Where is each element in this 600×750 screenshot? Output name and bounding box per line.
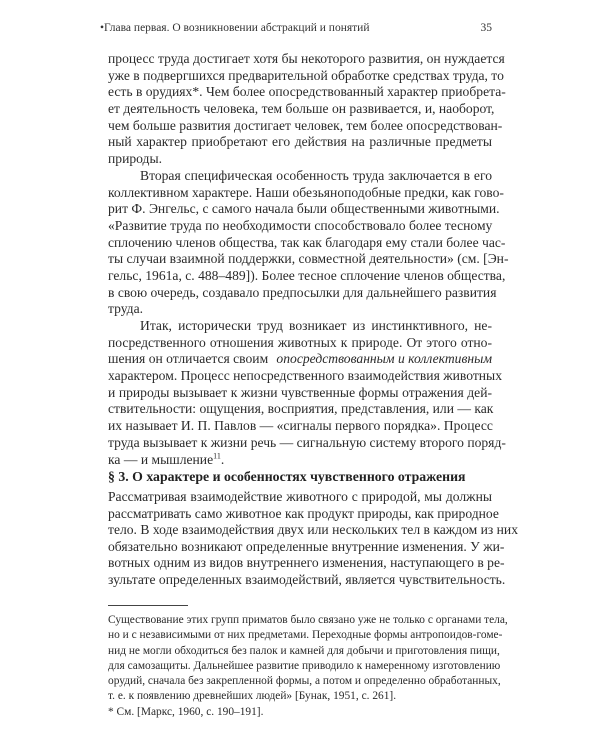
footnote-line: Существование этих групп приматов было связано уже не только с органами тела, bbox=[108, 614, 508, 626]
running-title: •Глава первая. О возникновении абстракций и понятий bbox=[100, 22, 370, 34]
text-line: «Развитие труда по необходимости способствовало более тесному bbox=[108, 217, 493, 233]
text-line: коллективном характере. Наши обезьяноподобные предки, как гово- bbox=[108, 184, 504, 200]
footnote-line: нид не могли обходиться без палок и камней для добычи и приготовления пищи, bbox=[108, 644, 500, 657]
text-line: посредственного отношения животных к природе. От этого отно- bbox=[108, 334, 492, 350]
text-line: обязательно возникают определенные внутренние изменения. У жи- bbox=[108, 538, 505, 554]
text-line: труда вызывает к жизни речь — сигнальную систему второго поряд- bbox=[108, 434, 506, 450]
text-line: Вторая специфическая особенность труда заключается в его bbox=[140, 167, 492, 183]
body-text bbox=[108, 51, 509, 468]
footnote-line: для самозащиты. Дальнейшее развитие приводило к намеренному изготовлению bbox=[108, 659, 501, 672]
footnote-divider bbox=[108, 605, 188, 606]
text-line: характером. Процесс непосредственного взаимодействия животных bbox=[108, 368, 502, 384]
text-line bbox=[108, 452, 492, 469]
text-line: и природы вызывает к жизни чувственные формы отражения дей- bbox=[108, 384, 492, 400]
text-line: процесс труда достигает хотя бы некоторого развития, он нуждается bbox=[108, 51, 505, 66]
text-line bbox=[108, 351, 492, 368]
text-line: ствительности: ощущения, восприятия, представления, или — как bbox=[108, 401, 494, 417]
text-line: уже в подвергшихся предварительной обработке средствах труда, то bbox=[108, 67, 504, 83]
text-line: Итак, исторически труд возникает из инстинктивного, не- bbox=[140, 318, 492, 333]
footnote-line: орудий, сначала без закрепленной формы, а потом и определенно обработанных, bbox=[108, 675, 501, 688]
text-line: сплочению членов общества, так как благодаря ему стали более час- bbox=[108, 234, 506, 250]
text-line: рассматривать само животное как продукт природы, как природное bbox=[108, 505, 499, 521]
text-span: . bbox=[220, 451, 225, 467]
text-line: в свою очередь, создавало предпосылки для дальнейшего развития bbox=[108, 284, 497, 300]
text-line: зультате определенных взаимодействий, является чувствительность. bbox=[108, 571, 506, 587]
text-line: их называет И. П. Павлов — «сигналы первого порядка». Процесс bbox=[108, 418, 493, 434]
text-line: гельс, 1961а, с. 488–489]). Более тесное сплочение членов общества, bbox=[108, 267, 506, 283]
text-line: ты случаи взаимной поддержки, совместной деятельности» (см. [Эн- bbox=[108, 251, 509, 267]
footnote-line: но и с независимыми от них предметами. Переходные формы антропоидов-гоме- bbox=[108, 629, 503, 642]
text-line: рит Ф. Энгельс, с самого начала были общественными животными. bbox=[108, 201, 500, 217]
text-line: ет деятельность человека, тем больше он развивается, и, наоборот, bbox=[108, 101, 495, 117]
text-line: труда. bbox=[108, 301, 144, 317]
footnote-line: * См. [Маркс, 1960, с. 190–191]. bbox=[108, 705, 264, 718]
page-number: 35 bbox=[480, 22, 492, 34]
text-line: природы. bbox=[108, 151, 162, 167]
text-line: Рассматривая взаимодействие животного с природой, мы должны bbox=[108, 489, 492, 504]
text-line: чем больше развития достигает человек, тем более опосредствован- bbox=[108, 117, 503, 133]
footnotes bbox=[108, 613, 508, 720]
text-line: есть в орудиях*. Чем более опосредствованный характер приобрета- bbox=[108, 84, 506, 100]
text-span: шения он отличается своим bbox=[108, 351, 269, 367]
text-line: вотных одним из видов внутреннего изменения, наступающего в ре- bbox=[108, 555, 505, 570]
section-heading: § 3. О характере и особенностях чувственного отражения bbox=[108, 469, 466, 484]
italic-emphasis: опосредствованным и коллективным bbox=[276, 351, 492, 367]
text-line: ный характер приобретают его действия на различные предметы bbox=[108, 134, 492, 150]
footnote-line: т. е. к появлению древнейших людей» [Бунак, 1951, с. 261]. bbox=[108, 690, 397, 703]
text-span: ка — и мышление bbox=[108, 451, 214, 467]
running-header bbox=[100, 22, 492, 34]
footnote-ref[interactable]: 11 bbox=[213, 450, 221, 460]
section-paragraph bbox=[108, 489, 519, 588]
text-line: тело. В ходе взаимодействия двух или нескольких тел в каждом из них bbox=[108, 522, 519, 537]
